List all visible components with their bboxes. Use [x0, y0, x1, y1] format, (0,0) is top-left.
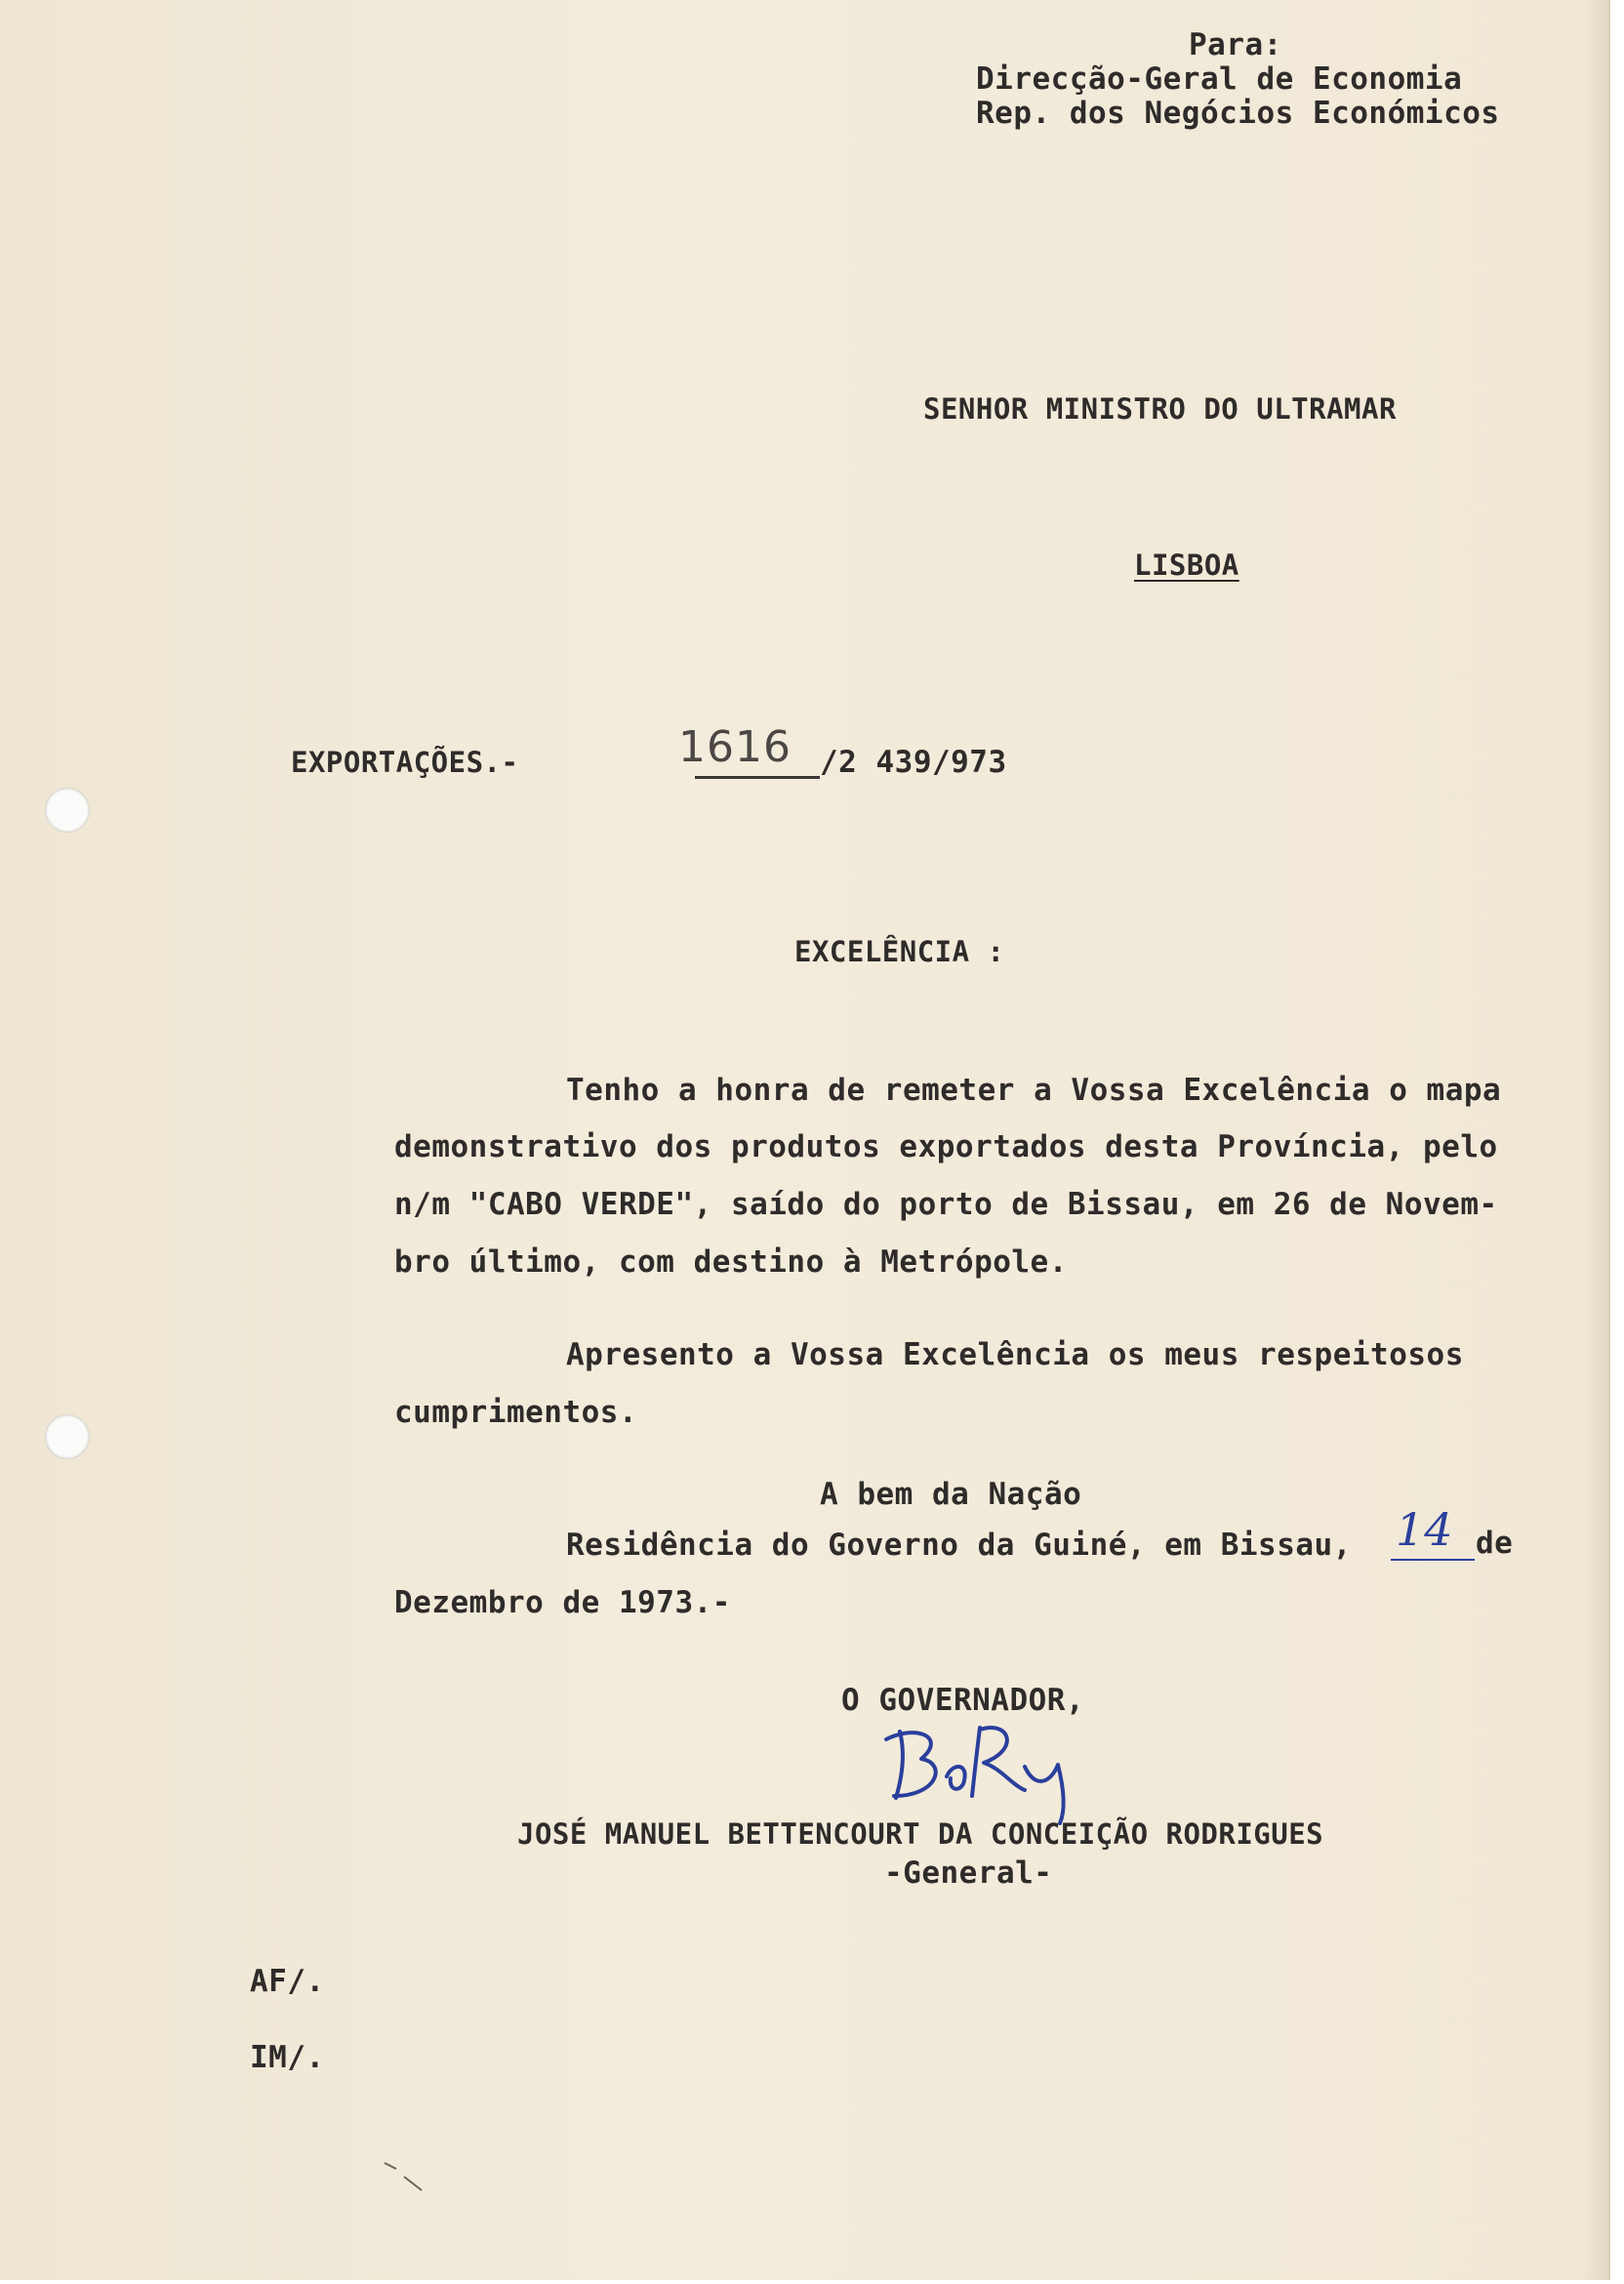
closing-place-line: Residência do Governo da Guiné, em Bissau, [566, 1528, 1352, 1563]
paper-fold-shadow [1581, 0, 1608, 2280]
paragraph-2-line-2: cumprimentos. [394, 1395, 638, 1430]
paragraph-1-line-1: Tenho a honra de remeter a Vossa Excelência o mapa [566, 1073, 1502, 1108]
closing-de: de [1476, 1526, 1514, 1561]
punch-hole-bottom [45, 1414, 90, 1459]
signature-role: O GOVERNADOR, [841, 1683, 1085, 1718]
header-line2: Rep. dos Negócios Económicos [976, 96, 1500, 131]
stray-pencil-mark [383, 2157, 431, 2196]
paragraph-1-line-4: bro último, com destino à Metrópole. [394, 1244, 1068, 1280]
header-para: Para: [1189, 27, 1282, 62]
reference-label: EXPORTAÇÕES.- [291, 746, 519, 779]
signature-name: JOSÉ MANUEL BETTENCOURT DA CONCEIÇÃO RODRIGUES [517, 1817, 1324, 1851]
salutation: EXCELÊNCIA : [794, 935, 1005, 968]
closing-date-line2: Dezembro de 1973.- [394, 1585, 731, 1620]
initials-af: AF/. [250, 1964, 325, 1999]
reference-suffix: /2 439/973 [820, 745, 1007, 780]
signature-rank: -General- [884, 1856, 1053, 1891]
reference-stamped-number: 1616 [678, 722, 792, 772]
closing-motto: A bem da Nação [820, 1477, 1082, 1512]
closing-day-handwritten: 14 [1396, 1503, 1453, 1556]
paragraph-1-line-2: demonstrativo dos produtos exportados desta Província, pelo [394, 1129, 1498, 1164]
reference-number-underline [695, 776, 820, 779]
addressee-title: SENHOR MINISTRO DO ULTRAMAR [923, 392, 1397, 426]
paragraph-1-line-3: n/m "CABO VERDE", saído do porto de Bissau, em 26 de Novem- [394, 1187, 1498, 1222]
initials-im: IM/. [250, 2040, 325, 2075]
paragraph-2-line-1: Apresento a Vossa Excelência os meus respeitosos [566, 1337, 1464, 1372]
addressee-city: LISBOA [1134, 549, 1239, 582]
handwritten-signature [878, 1720, 1093, 1827]
closing-day-underline [1391, 1559, 1475, 1561]
punch-hole-top [45, 788, 90, 833]
header-line1: Direcção-Geral de Economia [976, 61, 1463, 97]
